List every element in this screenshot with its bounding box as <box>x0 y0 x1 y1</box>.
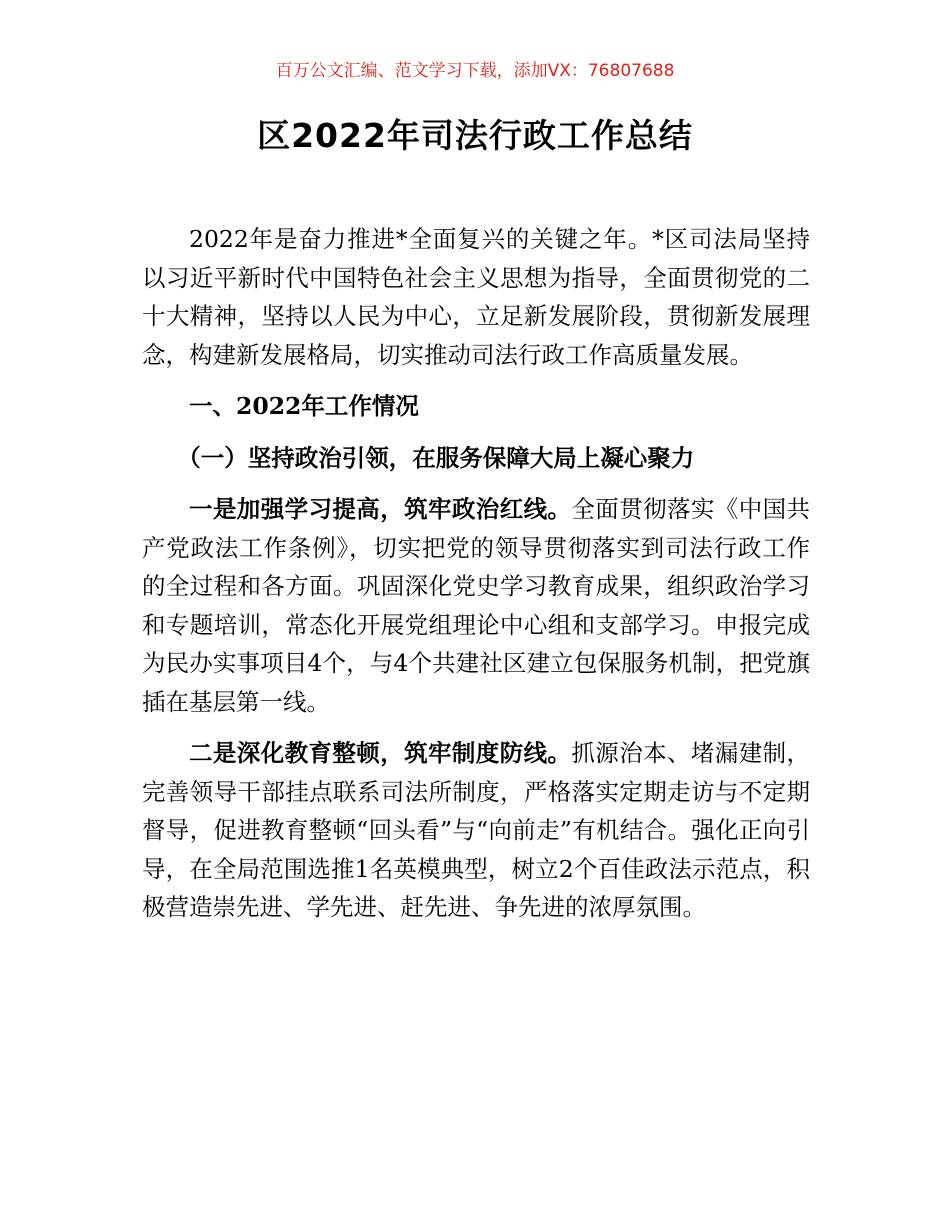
section-heading: 一、2022年工作情况 <box>189 392 419 420</box>
header-banner: 百万公文汇编、范文学习下载，添加VX：76807688 <box>275 61 675 81</box>
item-body-2: 抓源治本、堵漏建制，完善领导干部挂点联系司法所制度，严格落实定期走访与不定期督导，促进教育整顿“回头看”与“向前走”有机结合。强化正向引导，在全局范围选推1名英模典型，树立2个百佳政法示范点，积极营造崇先进、学先进、赶先进、争先进的浓厚氛围。 <box>142 739 811 921</box>
item-body-1: 全面贯彻落实《中国共产党政法工作条例》，切实把党的领导贯彻落实到司法行政工作的全过程和各方面。巩固深化党史学习教育成果，组织政治学习和专题培训，常态化开展党组理论中心组和支部学习。申报完成为民办实事项目4个，与4个共建社区建立包保服务机制，把党旗插在基层第一线。 <box>142 495 811 716</box>
intro-paragraph: 2022年是奋力推进*全面复兴的关键之年。*区司法局坚持以习近平新时代中国特色社会主义思想为指导，全面贯彻党的二十大精神，坚持以人民为中心，立足新发展阶段，贯彻新发展理念，构建新发展格局，切实推动司法行政工作高质量发展。 <box>142 225 810 369</box>
item-lead-1: 一是加强学习提高，筑牢政治红线。 <box>189 495 572 523</box>
item-paragraph-1 <box>142 490 810 721</box>
document-title: 区2022年司法行政工作总结 <box>257 116 693 155</box>
item-paragraph-2 <box>142 734 810 927</box>
document-body <box>142 220 810 927</box>
subsection-heading: （一）坚持政治引领，在服务保障大局上凝心聚力 <box>177 443 695 472</box>
item-lead-2: 二是深化教育整顿，筑牢制度防线。 <box>189 739 572 767</box>
